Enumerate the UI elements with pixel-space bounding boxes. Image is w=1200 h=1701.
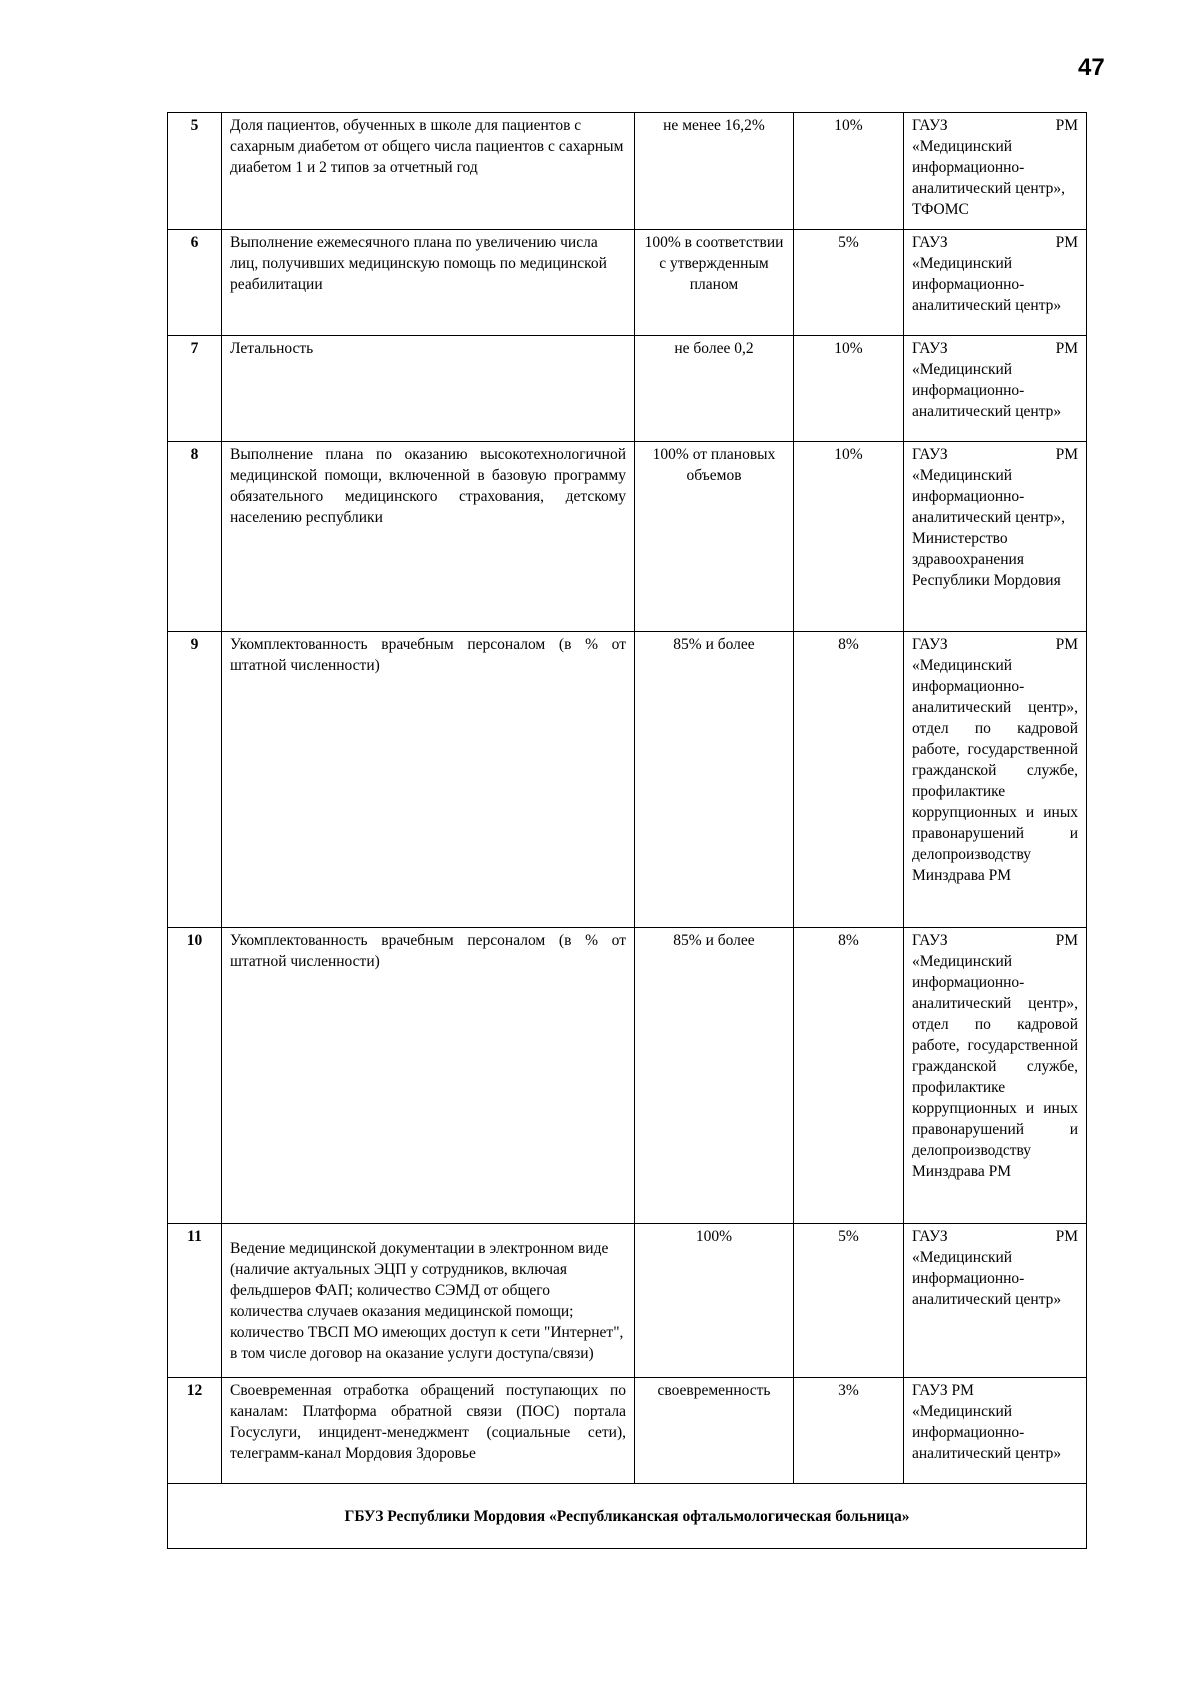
source-detail: «Медицинский информационно-аналитический центр» [912, 255, 1062, 314]
source-region: РМ [1055, 1228, 1078, 1245]
weight-value: 3% [794, 1378, 904, 1484]
indicators-table [167, 112, 1087, 1549]
table-row [168, 113, 1087, 230]
table-row [168, 336, 1087, 442]
source-org: ГАУЗ [912, 234, 948, 251]
source-org: ГАУЗ [912, 117, 948, 134]
source-cell [904, 442, 1087, 632]
source-detail: «Медицинский информационно-аналитический центр», отдел по кадровой работе, государственной гражданской службе, профилактике коррупционных и иных правонарушений и делопроизводству Минздрава РМ [912, 657, 1078, 884]
source-detail: «Медицинский информационно-аналитический центр», отдел по кадровой работе, государственной гражданской службе, профилактике коррупционных и иных правонарушений и делопроизводству Минздрава РМ [912, 953, 1078, 1180]
section-title: ГБУЗ Республики Мордовия «Республиканская офтальмологическая больница» [344, 1507, 910, 1525]
target-value: 85% и более [635, 928, 794, 1224]
table-row [168, 442, 1087, 632]
indicator-text: Доля пациентов, обученных в школе для пациентов с сахарным диабетом от общего числа пациентов с сахарным диабетом 1 и 2 типов за отчетный год [222, 113, 635, 230]
indicator-text: Укомплектованность врачебным персоналом (в % от штатной численности) [222, 928, 635, 1224]
target-value: 100% от плановых объемов [635, 442, 794, 632]
indicator-text: Ведение медицинской документации в электронном виде (наличие актуальных ЭЦП у сотрудников, включая фельдшеров ФАП; количество СЭМД от общего количества случаев оказания медицинской помощи; количество ТВСП МО имеющих доступ к сети "Интернет", в том числе договор на оказание услуги доступа/связи) [230, 1240, 624, 1362]
table-row [168, 1378, 1087, 1484]
row-number: 8 [168, 442, 222, 632]
row-number: 9 [168, 632, 222, 928]
weight-value: 10% [794, 442, 904, 632]
weight-value: 10% [794, 113, 904, 230]
weight-value: 5% [794, 1224, 904, 1378]
indicator-text: Выполнение ежемесячного плана по увеличению числа лиц, получивших медицинскую помощь по медицинской реабилитации [222, 230, 635, 336]
weight-value: 8% [794, 632, 904, 928]
source-cell [904, 1378, 1087, 1484]
row-number: 7 [168, 336, 222, 442]
source-cell [904, 1224, 1087, 1378]
source-region: РМ [1055, 446, 1078, 463]
target-value: 100% [635, 1224, 794, 1378]
source-detail: «Медицинский информационно-аналитический центр», ТФОМС [912, 138, 1066, 218]
indicator-text: Своевременная отработка обращений поступающих по каналам: Платформа обратной связи (ПОС) портала Госуслуги, инцидент-менеджмент (социальные сети), телеграмм-канал Мордовия Здоровье [222, 1378, 635, 1484]
target-value: не менее 16,2% [635, 113, 794, 230]
target-value: 85% и более [635, 632, 794, 928]
indicator-text: Летальность [222, 336, 635, 442]
row-number: 6 [168, 230, 222, 336]
source-detail: «Медицинский информационно-аналитический центр» [912, 1249, 1062, 1308]
page-number: 47 [1078, 54, 1105, 81]
table-row [168, 928, 1087, 1224]
source-region: РМ [1055, 340, 1078, 357]
indicator-text: Выполнение плана по оказанию высокотехнологичной медицинской помощи, включенной в базовую программу обязательного медицинского страхования, детскому населению республики [222, 442, 635, 632]
table-row [168, 230, 1087, 336]
source-org: ГАУЗ [912, 1228, 948, 1245]
row-number: 10 [168, 928, 222, 1224]
indicator-text: Укомплектованность врачебным персоналом (в % от штатной численности) [222, 632, 635, 928]
source-region: РМ [1055, 117, 1078, 134]
source-detail: «Медицинский информационно-аналитический центр», Министерство здравоохранения Республики Мордовия [912, 467, 1066, 589]
source-cell [904, 230, 1087, 336]
target-value: своевременность [635, 1378, 794, 1484]
section-header-row [168, 1484, 1087, 1549]
weight-value: 5% [794, 230, 904, 336]
source-org: ГАУЗ РМ [912, 1382, 974, 1399]
table-row [168, 632, 1087, 928]
row-number: 12 [168, 1378, 222, 1484]
source-cell [904, 336, 1087, 442]
weight-value: 10% [794, 336, 904, 442]
source-region: РМ [1055, 932, 1078, 949]
source-cell [904, 928, 1087, 1224]
weight-value: 8% [794, 928, 904, 1224]
target-value: 100% в соответствии с утвержденным планом [635, 230, 794, 336]
source-org: ГАУЗ [912, 340, 948, 357]
source-region: РМ [1055, 234, 1078, 251]
source-region: РМ [1055, 636, 1078, 653]
row-number: 11 [168, 1224, 222, 1378]
table-row [168, 1224, 1087, 1378]
source-detail: «Медицинский информационно-аналитический центр» [912, 361, 1062, 420]
target-value: не более 0,2 [635, 336, 794, 442]
section-title-cell [168, 1484, 1087, 1549]
source-cell [904, 632, 1087, 928]
source-org: ГАУЗ [912, 636, 948, 653]
source-detail: «Медицинский информационно-аналитический центр» [912, 1403, 1062, 1462]
row-number: 5 [168, 113, 222, 230]
indicator-cell [222, 1224, 635, 1378]
source-org: ГАУЗ [912, 446, 948, 463]
source-org: ГАУЗ [912, 932, 948, 949]
source-cell [904, 113, 1087, 230]
